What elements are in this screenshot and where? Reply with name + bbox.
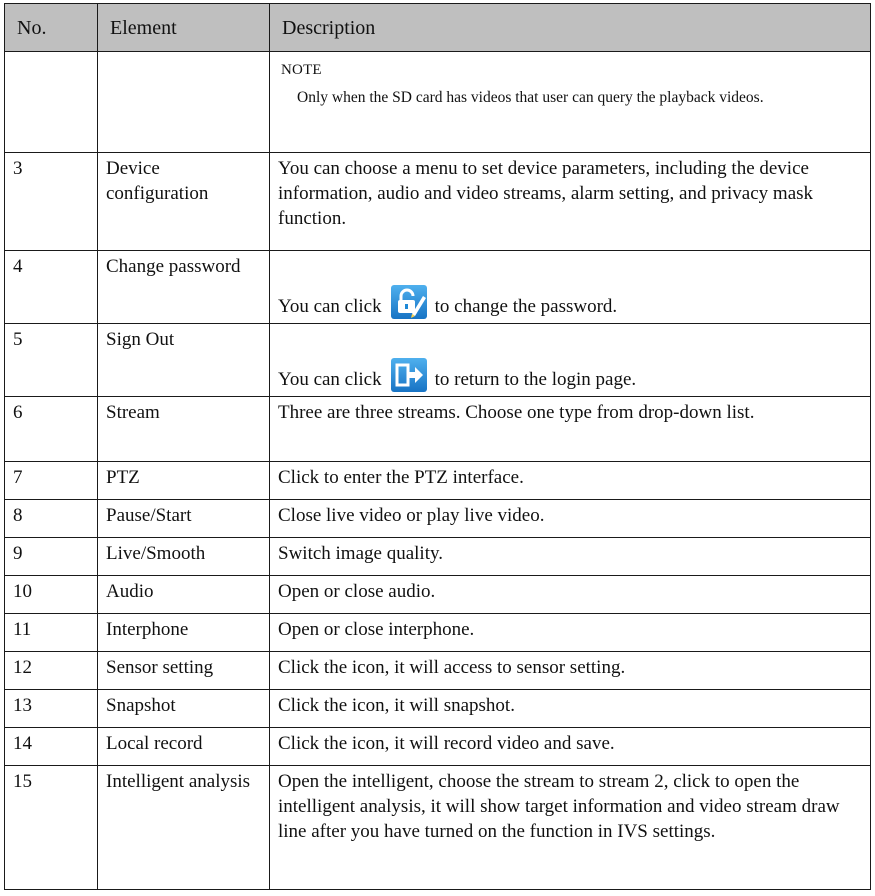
table-row: [5, 728, 871, 766]
row-number: 3: [5, 153, 98, 251]
row-element: Live/Smooth: [98, 538, 270, 576]
row-element: Pause/Start: [98, 500, 270, 538]
row-description: [270, 251, 871, 324]
table-row: [5, 397, 871, 462]
table-row: [5, 52, 871, 153]
row-number: 6: [5, 397, 98, 462]
row-element: Audio: [98, 576, 270, 614]
row-number: 15: [5, 766, 98, 890]
table-row: [5, 500, 871, 538]
table-row: [5, 690, 871, 728]
table-row: [5, 324, 871, 397]
row-number: 5: [5, 324, 98, 397]
row-description: Click the icon, it will snapshot.: [270, 690, 871, 728]
row-number: 13: [5, 690, 98, 728]
table-row: [5, 652, 871, 690]
header-description: Description: [270, 4, 871, 52]
note-title: NOTE: [281, 62, 322, 78]
row-element: Device configuration: [98, 153, 270, 251]
row-description: Close live video or play live video.: [270, 500, 871, 538]
note-text: Only when the SD card has videos that user can query the playback videos.: [297, 89, 764, 106]
row-description: Three are three streams. Choose one type from drop-down list.: [270, 397, 871, 462]
row-number: 7: [5, 462, 98, 500]
cell-no-empty: [5, 52, 98, 153]
description-trail-text: to return to the login page.: [434, 369, 637, 390]
row-description: You can choose a menu to set device parameters, including the device information, audio and video streams, alarm setting, and privacy mask function.: [270, 153, 871, 251]
row-description: Switch image quality.: [270, 538, 871, 576]
row-description: Click the icon, it will access to sensor setting.: [270, 652, 871, 690]
row-description: Open or close interphone.: [270, 614, 871, 652]
row-number: 11: [5, 614, 98, 652]
row-element: Intelligent analysis: [98, 766, 270, 890]
description-with-icon: [278, 254, 863, 320]
row-number: 4: [5, 251, 98, 324]
row-element: Change password: [98, 251, 270, 324]
header-element: Element: [98, 4, 270, 52]
element-description-table: [4, 3, 871, 890]
row-element: Sensor setting: [98, 652, 270, 690]
row-element: Interphone: [98, 614, 270, 652]
row-number: 10: [5, 576, 98, 614]
cell-element-empty: [98, 52, 270, 153]
note-box: [278, 55, 863, 112]
row-description: Click to enter the PTZ interface.: [270, 462, 871, 500]
table-row: [5, 538, 871, 576]
row-element: Local record: [98, 728, 270, 766]
table-row: [5, 614, 871, 652]
change-password-icon: [390, 284, 428, 320]
row-element: Stream: [98, 397, 270, 462]
table-row: [5, 251, 871, 324]
sign-out-icon: [390, 357, 428, 393]
row-element: PTZ: [98, 462, 270, 500]
table-row: [5, 462, 871, 500]
row-number: 14: [5, 728, 98, 766]
table-row: [5, 576, 871, 614]
row-description: Open or close audio.: [270, 576, 871, 614]
table-row: [5, 766, 871, 890]
note-cell: [270, 52, 871, 153]
description-trail-text: to change the password.: [434, 296, 618, 317]
table-header-row: [5, 4, 871, 52]
description-lead-text: You can click: [278, 369, 382, 390]
row-number: 9: [5, 538, 98, 576]
row-element: Sign Out: [98, 324, 270, 397]
header-no: No.: [5, 4, 98, 52]
row-number: 12: [5, 652, 98, 690]
row-element: Snapshot: [98, 690, 270, 728]
row-description: Click the icon, it will record video and save.: [270, 728, 871, 766]
row-description: [270, 324, 871, 397]
description-with-icon: [278, 327, 863, 393]
description-lead-text: You can click: [278, 296, 382, 317]
row-description: Open the intelligent, choose the stream to stream 2, click to open the intelligent analysis, it will show target information and video stream draw line after you have turned on the function in IVS settings.: [270, 766, 871, 890]
table-row: [5, 153, 871, 251]
row-number: 8: [5, 500, 98, 538]
